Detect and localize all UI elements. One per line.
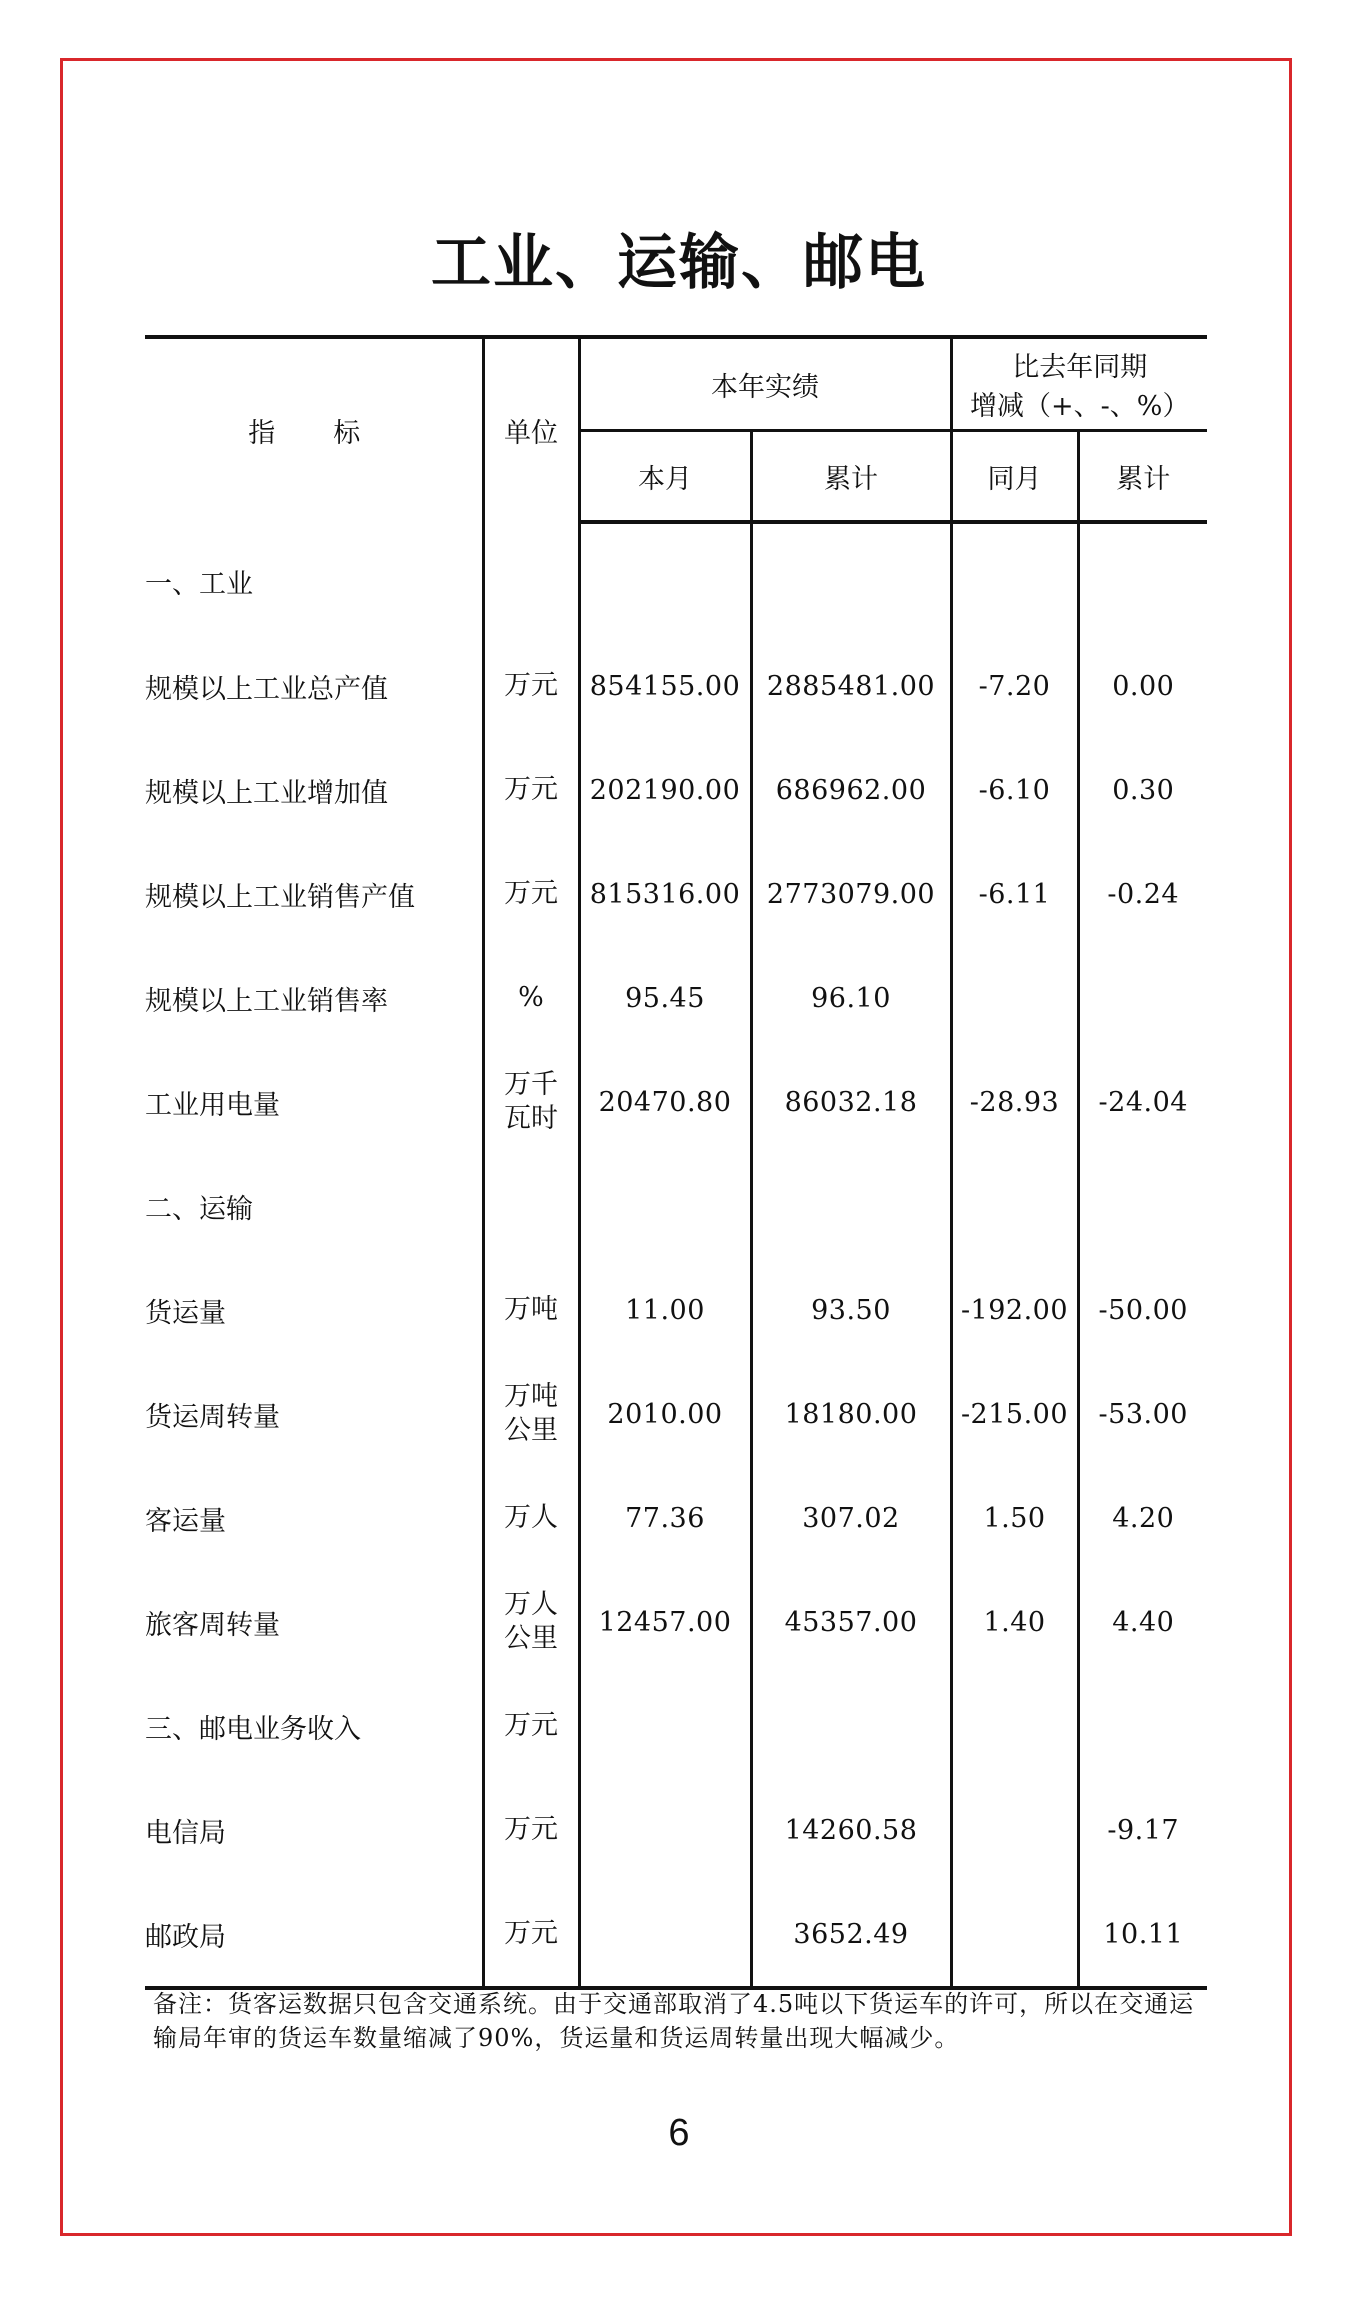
unit-cell: 万元 [483,738,579,842]
table-row [145,634,1207,738]
table-row [145,1258,1207,1362]
row-label: 规模以上工业销售产值 [145,881,415,913]
row-label: 电信局 [145,1817,226,1849]
same-month-change: -6.11 [951,842,1078,946]
same-month-change: 1.50 [951,1466,1078,1570]
header-cumulative-change: 累计 [1078,431,1207,523]
unit-cell: 万元 [483,1882,579,1988]
footnote: 备注：货客运数据只包含交通系统。由于交通部取消了4.5吨以下货运车的许可，所以在交通运输局年审的货运车数量缩减了90%，货运量和货运周转量出现大幅减少。 [153,1990,1195,2052]
header-same-month: 同月 [951,431,1078,523]
header-compare [951,337,1207,431]
table-row [145,1466,1207,1570]
cumulative-change: 4.40 [1078,1570,1207,1674]
unit-cell: 万元 [483,1778,579,1882]
row-label: 货运量 [145,1297,226,1329]
cumulative-value: 2773079.00 [751,842,951,946]
header-this-month: 本月 [579,431,751,523]
this-month-value: 12457.00 [579,1570,751,1674]
same-month-change: 1.40 [951,1570,1078,1674]
cumulative-value: 2885481.00 [751,634,951,738]
cumulative-change: -9.17 [1078,1778,1207,1882]
header-this-year: 本年实绩 [579,337,951,431]
page-title: 工业、运输、邮电 [431,228,927,298]
this-month-value: 854155.00 [579,634,751,738]
cumulative-value: 14260.58 [751,1778,951,1882]
unit-cell [483,1050,579,1154]
unit-line1: 万人 [504,1589,558,1620]
cumulative-value: 686962.00 [751,738,951,842]
row-label: 规模以上工业总产值 [145,673,388,705]
table-row [145,946,1207,1050]
table-row [145,1570,1207,1674]
unit-cell: 万元 [483,634,579,738]
cumulative-change: -50.00 [1078,1258,1207,1362]
statistics-table [145,335,1207,1990]
header-indicator: 指标 [145,337,483,522]
same-month-change: -6.10 [951,738,1078,842]
same-month-change: -28.93 [951,1050,1078,1154]
unit-line1: 万吨 [504,1381,558,1412]
cumulative-value: 96.10 [751,946,951,1050]
cumulative-change: -0.24 [1078,842,1207,946]
this-month-value: 77.36 [579,1466,751,1570]
cumulative-change: -53.00 [1078,1362,1207,1466]
same-month-change: -7.20 [951,634,1078,738]
unit-cell [483,522,579,634]
this-month-value [579,1882,751,1988]
unit-line2: 公里 [504,1623,558,1654]
table-row [145,842,1207,946]
same-month-change [951,1778,1078,1882]
cumulative-value: 93.50 [751,1258,951,1362]
row-label: 工业用电量 [145,1089,280,1121]
unit-cell: 万元 [483,842,579,946]
this-month-value: 815316.00 [579,842,751,946]
row-label: 规模以上工业销售率 [145,985,388,1017]
section-row [145,522,1207,634]
same-month-change: -215.00 [951,1362,1078,1466]
this-month-value [579,1778,751,1882]
header-cumulative: 累计 [751,431,951,523]
unit-line2: 瓦时 [504,1103,558,1134]
this-month-value: 11.00 [579,1258,751,1362]
cumulative-change: 4.20 [1078,1466,1207,1570]
cumulative-change: 10.11 [1078,1882,1207,1988]
cumulative-change: -24.04 [1078,1050,1207,1154]
table-row [145,1362,1207,1466]
section-title: 二、运输 [145,1193,253,1225]
same-month-change: -192.00 [951,1258,1078,1362]
table-row [145,1778,1207,1882]
header-compare-line2: 增减（+、-、%） [970,391,1190,422]
table-row [145,1050,1207,1154]
cumulative-value: 86032.18 [751,1050,951,1154]
section-row [145,1154,1207,1258]
cumulative-change [1078,946,1207,1050]
cumulative-value: 45357.00 [751,1570,951,1674]
unit-cell: % [483,946,579,1050]
unit-cell: 万吨 [483,1258,579,1362]
same-month-change [951,946,1078,1050]
unit-line1: 万千 [504,1069,558,1100]
unit-cell [483,1154,579,1258]
cumulative-value: 3652.49 [751,1882,951,1988]
unit-line2: 公里 [504,1415,558,1446]
cumulative-value: 18180.00 [751,1362,951,1466]
row-label: 邮政局 [145,1882,483,1988]
unit-cell [483,1570,579,1674]
table-row [145,738,1207,842]
cumulative-value: 307.02 [751,1466,951,1570]
section-title: 一、工业 [145,568,253,600]
this-month-value: 2010.00 [579,1362,751,1466]
this-month-value: 202190.00 [579,738,751,842]
same-month-change [951,1882,1078,1988]
unit-cell: 万人 [483,1466,579,1570]
cumulative-change: 0.00 [1078,634,1207,738]
page-number: 6 [668,2112,690,2154]
this-month-value: 20470.80 [579,1050,751,1154]
this-month-value: 95.45 [579,946,751,1050]
cumulative-change: 0.30 [1078,738,1207,842]
row-label: 货运周转量 [145,1401,280,1433]
row-label: 规模以上工业增加值 [145,777,388,809]
unit-cell: 万元 [483,1674,579,1778]
row-label: 旅客周转量 [145,1609,280,1641]
header-unit: 单位 [483,337,579,522]
row-label: 客运量 [145,1505,226,1537]
section-title: 三、邮电业务收入 [145,1713,361,1745]
header-compare-line1: 比去年同期 [1012,352,1148,383]
section-row [145,1674,1207,1778]
unit-cell [483,1362,579,1466]
table-row [145,1882,1207,1988]
